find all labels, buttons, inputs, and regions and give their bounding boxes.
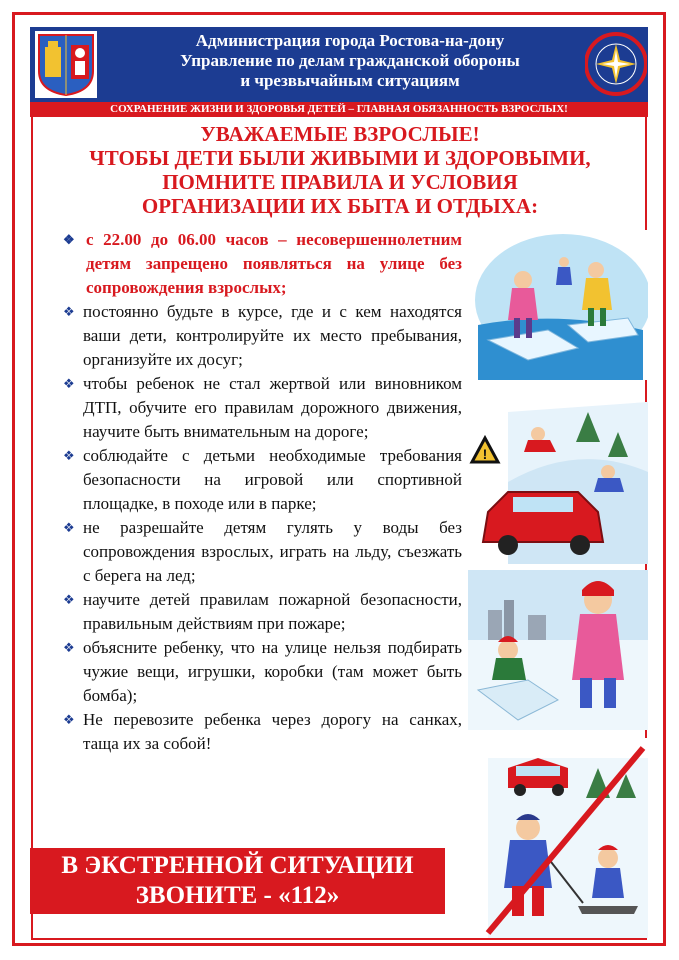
ice-fall-illustration <box>468 570 648 730</box>
svg-text:!: ! <box>482 446 488 462</box>
list-item-text: чтобы ребенок не стал жертвой или виновником ДТП, обучите его правилам дорожного движения, научите быть внимательным на дороге; <box>83 374 462 441</box>
list-item <box>64 636 462 708</box>
rules-list <box>64 228 462 756</box>
headline <box>40 122 640 218</box>
diamond-bullet-icon: ❖ <box>63 592 75 607</box>
list-item <box>64 300 462 372</box>
list-item <box>64 444 462 516</box>
emergency-line-1: В ЭКСТРЕННОЙ СИТУАЦИИ <box>61 852 414 879</box>
list-item-text: объясните ребенку, что на улице нельзя подбирать чужие вещи, игрушки, коробки (там может быть бомба); <box>83 638 462 705</box>
list-item-text: постоянно будьте в курсе, где и с кем находятся ваши дети, контролируйте их место пребывания, организуйте их досуг; <box>83 302 462 369</box>
emergency-department-emblem-icon <box>585 30 647 98</box>
header-line-1: Администрация города Ростова-на-дону <box>195 31 505 50</box>
list-item <box>64 708 462 756</box>
header-line-2: Управление по делам гражданской обороны <box>180 51 520 70</box>
headline-line-3: ПОМНИТЕ ПРАВИЛА И УСЛОВИЯ <box>162 170 518 194</box>
list-item-text: Не перевозите ребенка через дорогу на санках, таща их за собой! <box>83 710 462 753</box>
road-danger-illustration <box>468 402 648 564</box>
headline-line-1: УВАЖАЕМЫЕ ВЗРОСЛЫЕ! <box>200 122 480 146</box>
diamond-bullet-icon: ❖ <box>63 520 75 535</box>
list-item <box>64 516 462 588</box>
ice-floe-illustration <box>468 230 648 380</box>
diamond-bullet-icon: ❖ <box>63 712 75 727</box>
diamond-bullet-icon: ❖ <box>63 232 75 247</box>
diamond-bullet-icon: ❖ <box>63 640 75 655</box>
list-item-text: научите детей правилам пожарной безопасности, правильным действиям при пожаре; <box>83 590 462 633</box>
subtitle-bar: СОХРАНЕНИЕ ЖИЗНИ И ЗДОРОВЬЯ ДЕТЕЙ – ГЛАВНАЯ ОБЯЗАННОСТЬ ВЗРОСЛЫХ! <box>30 102 648 117</box>
list-item <box>64 372 462 444</box>
emergency-call-banner <box>30 848 445 914</box>
header-title <box>120 31 580 91</box>
list-item-text: с 22.00 до 06.00 часов – несовершеннолетним детям запрещено появляться на улице без сопровождения взрослых; <box>86 230 462 297</box>
list-item-text: соблюдайте с детьми необходимые требования безопасности на игровой или спортивной площадке, в походе или в парке; <box>83 446 462 513</box>
header-line-3: и чрезвычайным ситуациям <box>240 71 460 90</box>
header-banner <box>30 27 648 102</box>
list-item <box>64 588 462 636</box>
list-item-text: не разрешайте детям гулять у воды без сопровождения взрослых, играть на льду, съезжать с берега на лед; <box>83 518 462 585</box>
diamond-bullet-icon: ❖ <box>63 304 75 319</box>
list-item <box>64 228 462 300</box>
city-coat-of-arms-icon <box>35 31 97 98</box>
headline-line-2: ЧТОБЫ ДЕТИ БЫЛИ ЖИВЫМИ И ЗДОРОВЫМИ, <box>89 146 591 170</box>
diamond-bullet-icon: ❖ <box>63 376 75 391</box>
sled-road-illustration <box>468 738 648 938</box>
emergency-line-2: ЗВОНИТЕ - «112» <box>135 882 340 909</box>
diamond-bullet-icon: ❖ <box>63 448 75 463</box>
headline-line-4: ОРГАНИЗАЦИИ ИХ БЫТА И ОТДЫХА: <box>141 194 539 218</box>
